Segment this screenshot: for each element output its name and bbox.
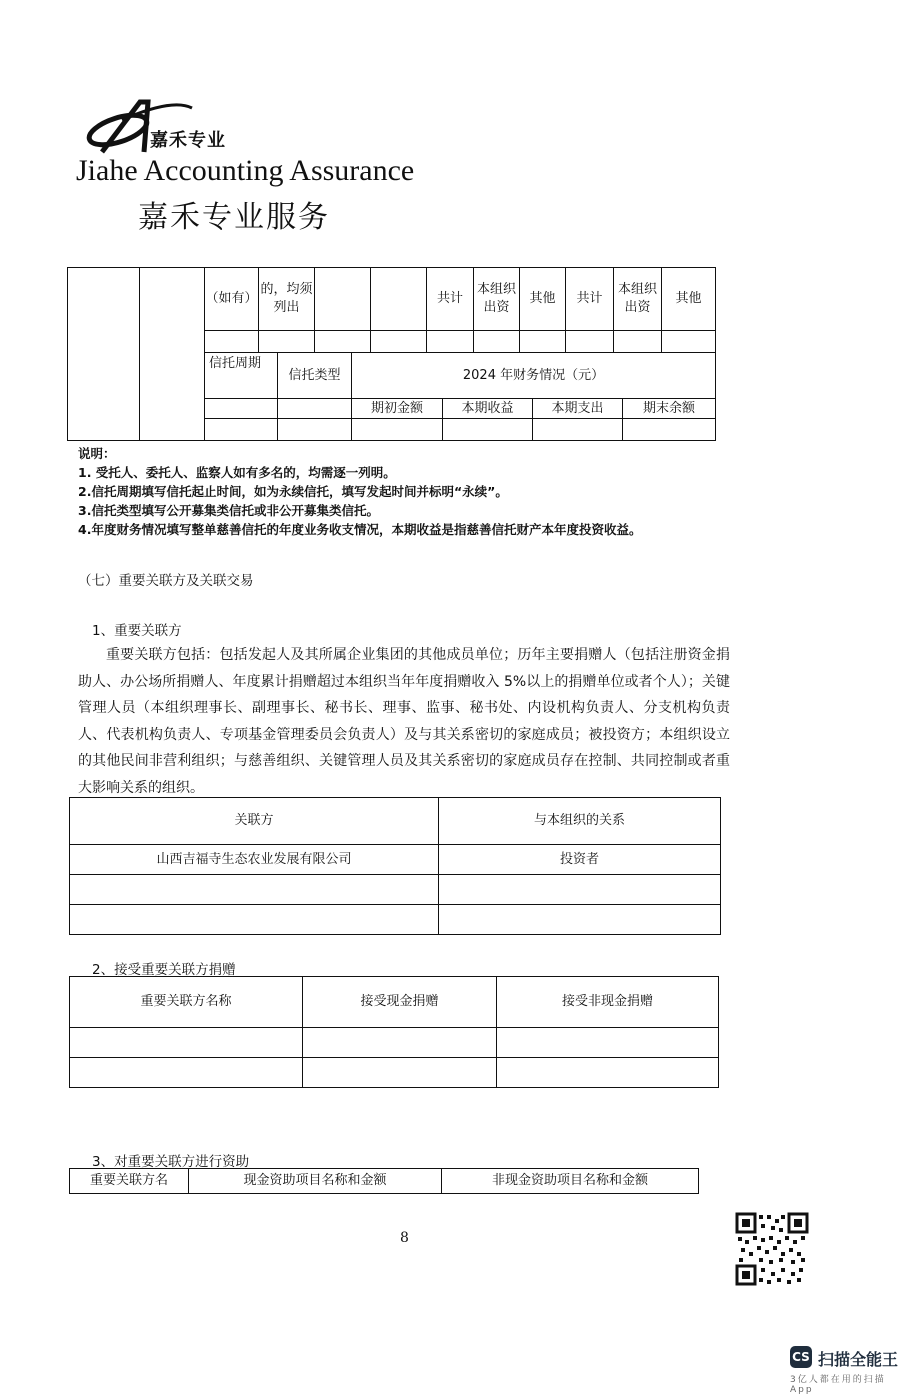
table-cell — [442, 418, 533, 441]
header-cell: 与本组织的关系 — [438, 797, 721, 845]
table-cell — [661, 330, 716, 353]
table-cell — [277, 418, 352, 441]
subsection-title: 3、对重要关联方进行资助 — [92, 1154, 250, 1170]
header-cell: 本组织出资 — [613, 267, 662, 331]
subsection-title: 1、重要关联方 — [92, 623, 182, 639]
camscanner-tagline: 3亿人都在用的扫描App — [790, 1375, 886, 1395]
table-cell — [473, 330, 520, 353]
logo-text: 嘉禾专业 — [150, 130, 226, 151]
table-cell — [302, 1057, 497, 1088]
header-cell: 非现金资助项目名称和金额 — [441, 1168, 699, 1194]
trust-period-label: 信托周期 — [204, 352, 278, 399]
header-cell: 关联方 — [69, 797, 439, 845]
brand-chinese: 嘉禾专业服务 — [138, 200, 330, 235]
table-cell — [67, 267, 140, 441]
table-cell — [519, 330, 566, 353]
header-cell — [370, 267, 427, 331]
note-line: 1. 受托人、委托人、监察人如有多名的，均需逐一列明。 — [78, 465, 396, 480]
table-cell — [622, 418, 716, 441]
header-cell: 接受非现金捐赠 — [496, 976, 719, 1028]
page-number: 8 — [400, 1230, 409, 1246]
qr-code-icon — [735, 1212, 809, 1286]
table-cell — [496, 1027, 719, 1058]
camscanner-logo-icon: CS — [790, 1346, 812, 1368]
camscanner-name: 扫描全能王 — [818, 1350, 899, 1369]
table-cell: 投资者 — [438, 844, 721, 875]
table-cell — [204, 398, 278, 419]
header-cell: 其他 — [661, 267, 716, 331]
note-line: 3.信托类型填写公开募集类信托或非公开募集类信托。 — [78, 503, 379, 518]
table-cell — [426, 330, 474, 353]
finance-col-header: 期末余额 — [622, 398, 716, 419]
table-cell — [496, 1057, 719, 1088]
note-line: 2.信托周期填写信托起止时间，如为永续信托，填写发起时间并标明“永续”。 — [78, 484, 508, 499]
header-cell: （如有） — [204, 267, 259, 331]
table-cell — [204, 418, 278, 441]
header-cell: 现金资助项目名称和金额 — [188, 1168, 442, 1194]
table-cell: 山西吉福寺生态农业发展有限公司 — [69, 844, 439, 875]
finance-col-header: 本期支出 — [532, 398, 623, 419]
brand-english: Jiahe Accounting Assurance — [76, 154, 415, 187]
table-cell — [139, 267, 205, 441]
table-cell — [69, 904, 439, 935]
table-cell — [314, 330, 371, 353]
header-cell: 接受现金捐赠 — [302, 976, 497, 1028]
header-cell: 重要关联方名称 — [69, 976, 303, 1028]
subsection-title: 2、接受重要关联方捐赠 — [92, 962, 236, 978]
section-title: （七）重要关联方及关联交易 — [78, 573, 254, 589]
table-cell — [69, 1027, 303, 1058]
table-cell — [69, 874, 439, 905]
table-cell — [204, 330, 259, 353]
table-cell — [277, 398, 352, 419]
finance-col-header: 期初金额 — [351, 398, 443, 419]
table-cell — [565, 330, 614, 353]
notes-title: 说明： — [78, 446, 116, 461]
trust-type-label: 信托类型 — [277, 352, 352, 399]
header-cell: 本组织出资 — [473, 267, 520, 331]
finance-title: 2024 年财务情况（元） — [351, 352, 716, 399]
table-cell — [370, 330, 427, 353]
table-cell — [69, 1057, 303, 1088]
header-cell: 其他 — [519, 267, 566, 331]
table-cell — [438, 904, 721, 935]
header-cell: 共计 — [565, 267, 614, 331]
table-cell — [258, 330, 315, 353]
note-line: 4.年度财务情况填写整单慈善信托的年度业务收支情况，本期收益是指慈善信托财产本年度投资收益。 — [78, 522, 642, 537]
header-cell: 重要关联方名 — [69, 1168, 189, 1194]
finance-col-header: 本期收益 — [442, 398, 533, 419]
header-cell: 的，均须列出 — [258, 267, 315, 331]
header-cell: 共计 — [426, 267, 474, 331]
table-cell — [351, 418, 443, 441]
paragraph: 重要关联方包括：包括发起人及其所属企业集团的其他成员单位；历年主要捐赠人（包括注册资金捐助人、办公场所捐赠人、年度累计捐赠超过本组织当年年度捐赠收入 5%以上的捐赠单位或者个人）；关键管理人员（本组织理事长、副理事长、秘书长、理事、监事、秘书处、内设机构负责人、分支机构负责人、代表机构负责人、专项基金管理委员会负责人）及与其关系密切的家庭成员；被投资方；本组织设立的其他民间非营利组织；与慈善组织、关键管理人员及其关系密切的家庭成员存在控制、共同控制或者重大影响关系的组织。 — [78, 647, 730, 796]
header-cell — [314, 267, 371, 331]
table-cell — [532, 418, 623, 441]
table-cell — [613, 330, 662, 353]
table-cell — [302, 1027, 497, 1058]
notes-block — [78, 444, 641, 539]
table-cell — [438, 874, 721, 905]
